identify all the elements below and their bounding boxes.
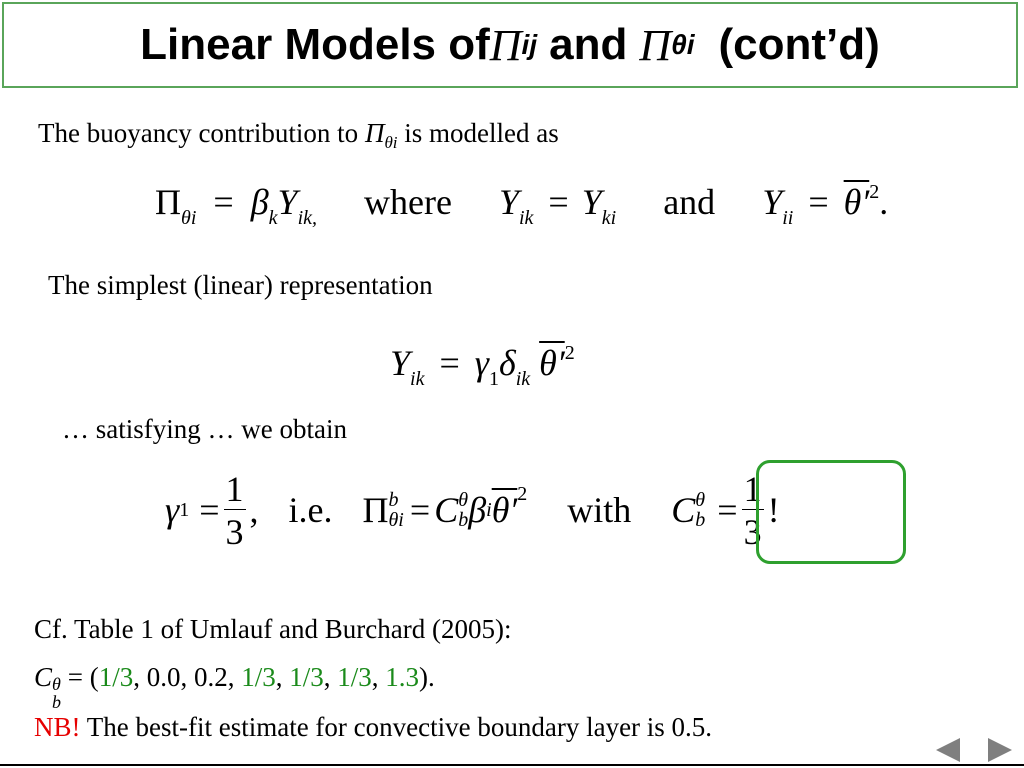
eq2-delta-sub: ik xyxy=(515,368,531,390)
eq3-beta: β xyxy=(468,490,487,530)
eq3-c-sup: θ xyxy=(458,489,469,511)
text-buoyancy-pi: Π xyxy=(364,118,385,148)
slide-title xyxy=(2,2,1018,88)
text-cf-table: Cf. Table 1 of Umlauf and Burchard (2005): xyxy=(34,614,512,644)
eq3-equals3: = xyxy=(717,490,738,530)
eq3-theta-prime: θ′ xyxy=(491,490,518,530)
eq1-equals2: = xyxy=(548,182,569,222)
eq1-y3-sub: ki xyxy=(601,207,617,229)
eq2-y: Y xyxy=(390,343,411,383)
title-pi-1: Π xyxy=(489,20,522,70)
eq3-equals: = xyxy=(199,490,220,530)
equation-1 xyxy=(155,182,888,228)
eq1-and: and xyxy=(663,182,716,222)
coef-sep3: , xyxy=(323,662,338,692)
eq3-fraction xyxy=(224,468,246,552)
eq3-c2-scripts xyxy=(695,490,705,530)
eq3-gamma: γ xyxy=(165,490,180,530)
coef-c-scripts xyxy=(52,675,61,711)
eq2-gamma: γ xyxy=(474,343,489,383)
highlight-box xyxy=(756,460,906,564)
eq2-equals: = xyxy=(439,343,460,383)
equation-3 xyxy=(165,470,780,550)
equation-2 xyxy=(390,343,575,389)
text-coefficients xyxy=(34,664,435,711)
eq1-y3: Y xyxy=(581,182,602,222)
coef-v2: 1/3 xyxy=(241,662,276,692)
eq3-comma: , xyxy=(249,490,259,530)
eq1-y2: Y xyxy=(498,182,519,222)
eq3-den2: 3 xyxy=(742,509,764,550)
eq2-gamma-sub: 1 xyxy=(488,368,499,390)
text-buoyancy-pi-sub: θi xyxy=(384,133,398,152)
eq2-delta: δ xyxy=(498,343,516,383)
eq3-pi: Π xyxy=(362,490,389,530)
eq1-theta-prime: θ′ xyxy=(843,182,870,222)
coef-v1: 1/3 xyxy=(98,662,134,692)
eq1-equals3: = xyxy=(808,182,829,222)
eq2-y-sub: ik xyxy=(410,368,425,390)
text-nb xyxy=(34,714,712,741)
coef-sep4: , xyxy=(371,662,386,692)
eq3-c-scripts xyxy=(458,490,468,530)
eq1-where: where xyxy=(364,182,452,222)
text-buoyancy-b: is modelled as xyxy=(397,118,559,148)
coef-eq-open: = ( xyxy=(61,662,99,692)
eq3-pi-sup: b xyxy=(388,489,399,511)
bottom-divider xyxy=(0,764,1024,766)
eq3-theta-sup: 2 xyxy=(517,483,528,505)
eq3-exclaim: ! xyxy=(767,490,780,530)
eq3-c2-sub: b xyxy=(695,509,706,531)
eq3-den: 3 xyxy=(224,509,246,550)
coef-v3: 1/3 xyxy=(289,662,324,692)
title-text: Linear Models of xyxy=(140,20,490,69)
eq1-equals: = xyxy=(213,182,234,222)
eq1-y2-sub: ik xyxy=(518,207,534,229)
eq2-theta-sup: 2 xyxy=(564,342,575,364)
title-pi-2-sub: θi xyxy=(671,29,695,60)
text-satisfying: … satisfying … we obtain xyxy=(62,414,347,444)
eq1-y: Y xyxy=(277,182,298,222)
eq1-beta-sub: k xyxy=(268,207,278,229)
coef-v4: 1/3 xyxy=(337,662,372,692)
coef-sep2: , xyxy=(275,662,290,692)
coef-close: ). xyxy=(419,662,435,692)
eq1-beta: β xyxy=(250,182,269,222)
eq3-c-sub: b xyxy=(458,509,469,531)
nb-label: NB! xyxy=(34,712,81,742)
eq3-equals2: = xyxy=(409,490,431,530)
eq3-c: C xyxy=(434,490,459,530)
eq2-theta-prime: θ′ xyxy=(539,343,565,383)
eq3-gamma-sub: 1 xyxy=(179,499,190,521)
eq3-pi-scripts xyxy=(388,490,403,530)
triangle-right-icon[interactable] xyxy=(988,738,1012,762)
eq1-pi: Π xyxy=(155,182,181,222)
eq1-period: . xyxy=(879,182,889,222)
eq1-y4-sub: ii xyxy=(782,207,794,229)
eq1-y4: Y xyxy=(762,182,783,222)
eq3-with: with xyxy=(567,490,632,530)
coef-c-sub: b xyxy=(52,692,62,712)
coef-c: C xyxy=(34,662,53,692)
title-pi-2: Π xyxy=(639,20,672,70)
title-contd: (cont’d) xyxy=(718,20,880,69)
title-pi-1-sub: ij xyxy=(521,29,538,60)
eq3-beta-sub: i xyxy=(486,499,492,521)
text-simplest: The simplest (linear) representation xyxy=(48,270,433,300)
title-and: and xyxy=(549,20,628,69)
eq3-c2-sup: θ xyxy=(695,489,706,511)
coef-v5: 1.3 xyxy=(385,662,420,692)
triangle-left-icon[interactable] xyxy=(936,738,960,762)
coef-c-sup: θ xyxy=(52,674,61,694)
eq3-ie: i.e. xyxy=(288,490,333,530)
eq1-y-sub: ik, xyxy=(297,207,317,229)
eq3-c2: C xyxy=(671,490,696,530)
eq1-pi-sub: θi xyxy=(181,207,197,229)
nb-text: The best-fit estimate for convective boundary layer is 0.5. xyxy=(80,712,713,742)
eq1-theta-sup: 2 xyxy=(869,181,880,203)
coef-sep1: , 0.0, 0.2, xyxy=(133,662,242,692)
eq3-num: 1 xyxy=(225,468,244,509)
text-buoyancy xyxy=(38,120,559,151)
eq3-pi-sub: θi xyxy=(388,509,404,531)
text-buoyancy-a: The buoyancy contribution to xyxy=(38,118,365,148)
eq3-num2: 1 xyxy=(743,468,762,509)
